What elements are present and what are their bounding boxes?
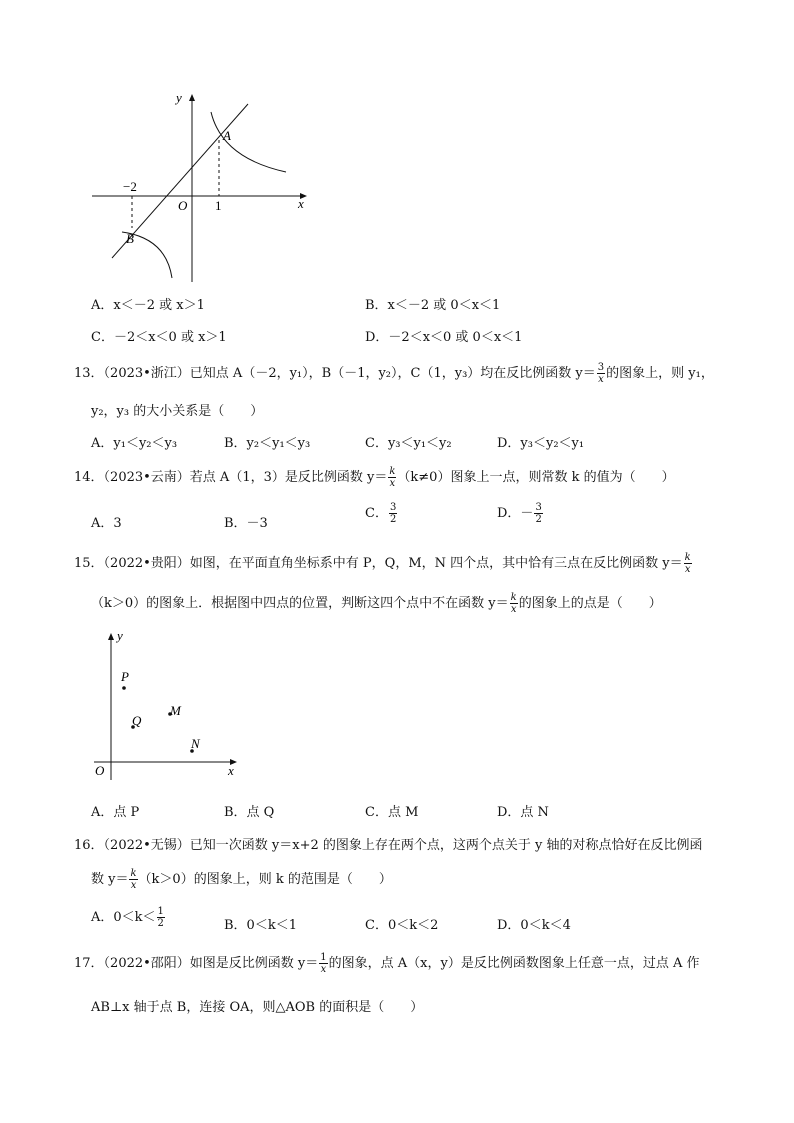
q15-option-d[interactable]: D．点 N	[497, 805, 549, 820]
point-p	[122, 686, 126, 690]
tick-label-1: 1	[215, 198, 222, 213]
q16-option-a[interactable]	[91, 906, 166, 929]
q13-stem-line2: y₂，y₃ 的大小关系是（ ）	[91, 404, 264, 419]
point-b-label: B	[126, 231, 134, 246]
q13-option-a[interactable]: A．y₁＜y₂＜y₃	[91, 436, 178, 451]
q16-option-c[interactable]: C．0＜k＜2	[365, 918, 439, 933]
point-m-label: M	[170, 703, 181, 718]
q14-fraction	[388, 466, 396, 489]
q14-option-d-prefix: D．－	[497, 506, 534, 521]
q14-stem	[74, 466, 675, 489]
x-axis-label: x	[228, 763, 234, 778]
q13-stem-before: 13．（2023•浙江）已知点 A（－2，y₁），B（－1，y₂），C（1，y₃）均在反比例函数 y＝	[74, 366, 596, 381]
q14-stem-after: （k≠0）图象上一点，则常数 k 的值为（ ）	[397, 470, 675, 485]
q14-stem-before: 14．（2023•云南）若点 A（1，3）是反比例函数 y＝	[74, 470, 388, 485]
y-axis-label: y	[117, 628, 123, 643]
q17-stem-line2: AB⊥x 轴于点 B，连接 OA，则△AOB 的面积是（ ）	[91, 1000, 424, 1015]
q15-option-b[interactable]: B．点 Q	[224, 805, 275, 820]
q14-option-d[interactable]	[497, 502, 544, 525]
q14-option-d-den: 2	[535, 514, 542, 525]
q12-option-a[interactable]: A．x＜－2 或 x＞1	[91, 298, 205, 313]
q17-stem-before: 17．（2022•邵阳）如图是反比例函数 y＝	[74, 956, 319, 971]
q17-stem-after: 的图象，点 A（x，y）是反比例函数图象上任意一点，过点 A 作	[328, 956, 700, 971]
q14-frac-num: k	[389, 466, 396, 477]
q16-option-a-prefix: A．0＜k＜	[91, 910, 156, 925]
q14-option-c-den: 2	[389, 514, 397, 525]
q12-option-d[interactable]: D．－2＜x＜0 或 0＜x＜1	[365, 330, 523, 345]
q15-frac1-num: k	[684, 552, 691, 563]
q17-frac-den: x	[320, 964, 327, 975]
q13-fraction	[597, 362, 605, 385]
q16-option-d[interactable]: D．0＜k＜4	[497, 918, 571, 933]
q16-frac-den: x	[130, 880, 137, 891]
origin-label: O	[95, 763, 105, 778]
q15-frac2-num: k	[510, 592, 517, 603]
q15-stem-line1	[74, 552, 693, 575]
q14-option-c-prefix: C．	[365, 506, 388, 521]
q14-option-d-num: 3	[535, 502, 542, 513]
q13-stem-line1	[74, 362, 714, 385]
q13-stem-after: 的图象上，则 y₁，	[606, 366, 714, 381]
q16-option-a-fraction	[157, 906, 165, 929]
q16-stem-line2-after: （k＞0）的图象上，则 k 的范围是（ ）	[138, 872, 392, 887]
q15-frac1-den: x	[684, 564, 691, 575]
q14-option-a[interactable]: A．3	[91, 516, 122, 531]
q16-option-a-den: 2	[157, 918, 164, 929]
y-axis-label: y	[176, 90, 182, 105]
q15-stem-line2	[91, 592, 662, 615]
q14-option-c-fraction	[389, 502, 397, 525]
q15-graph	[90, 626, 250, 786]
q13-option-d[interactable]: D．y₃＜y₂＜y₁	[497, 436, 585, 451]
q15-frac2-den: x	[510, 604, 517, 615]
q12-option-c[interactable]: C．－2＜x＜0 或 x＞1	[91, 330, 227, 345]
q15-option-c[interactable]: C．点 M	[365, 805, 419, 820]
q16-option-b[interactable]: B．0＜k＜1	[224, 918, 297, 933]
q16-option-a-num: 1	[157, 906, 164, 917]
q14-option-c-num: 3	[389, 502, 397, 513]
q15-stem-line2-before: （k＞0）的图象上．根据图中四点的位置，判断这四个点中不在函数 y＝	[91, 596, 509, 611]
q14-frac-den: x	[389, 478, 396, 489]
q15-option-a[interactable]: A．点 P	[91, 805, 140, 820]
q16-fraction	[129, 868, 137, 891]
origin-label: O	[178, 198, 188, 213]
q12-option-b[interactable]: B．x＜－2 或 0＜x＜1	[365, 298, 501, 313]
q15-stem-line2-after: 的图象上的点是（ ）	[518, 596, 662, 611]
x-axis-label: x	[298, 196, 304, 211]
q15-stem-before: 15．（2022•贵阳）如图，在平面直角坐标系中有 P，Q，M，N 四个点，其中恰有三点在反比例函数 y＝	[74, 556, 683, 571]
point-q-label: Q	[132, 713, 142, 728]
tick-label-neg2: −2	[123, 179, 137, 194]
q16-frac-num: k	[130, 868, 137, 879]
q14-option-b[interactable]: B．－3	[224, 516, 268, 531]
point-p-label: P	[121, 669, 129, 684]
q13-option-c[interactable]: C．y₃＜y₁＜y₂	[365, 436, 452, 451]
point-n-label: N	[191, 736, 200, 751]
q16-stem-line2	[91, 868, 392, 891]
q17-fraction	[319, 952, 327, 975]
q16-stem-line1: 16．（2022•无锡）已知一次函数 y＝x+2 的图象上存在两个点，这两个点关于 y 轴的对称点恰好在反比例函	[74, 838, 703, 853]
q14-option-d-fraction	[534, 502, 542, 525]
q12-graph	[88, 88, 318, 288]
q13-frac-den: x	[598, 374, 604, 385]
point-a-label: A	[223, 128, 231, 143]
q16-stem-line2-before: 数 y＝	[91, 872, 129, 887]
q17-stem-line1	[74, 952, 700, 975]
q14-option-c[interactable]	[365, 502, 398, 525]
q13-frac-num: 3	[597, 362, 605, 373]
q15-fraction-2	[510, 592, 518, 615]
q15-fraction-1	[684, 552, 692, 575]
q17-frac-num: 1	[320, 952, 327, 963]
q13-option-b[interactable]: B．y₂＜y₁＜y₃	[224, 436, 311, 451]
